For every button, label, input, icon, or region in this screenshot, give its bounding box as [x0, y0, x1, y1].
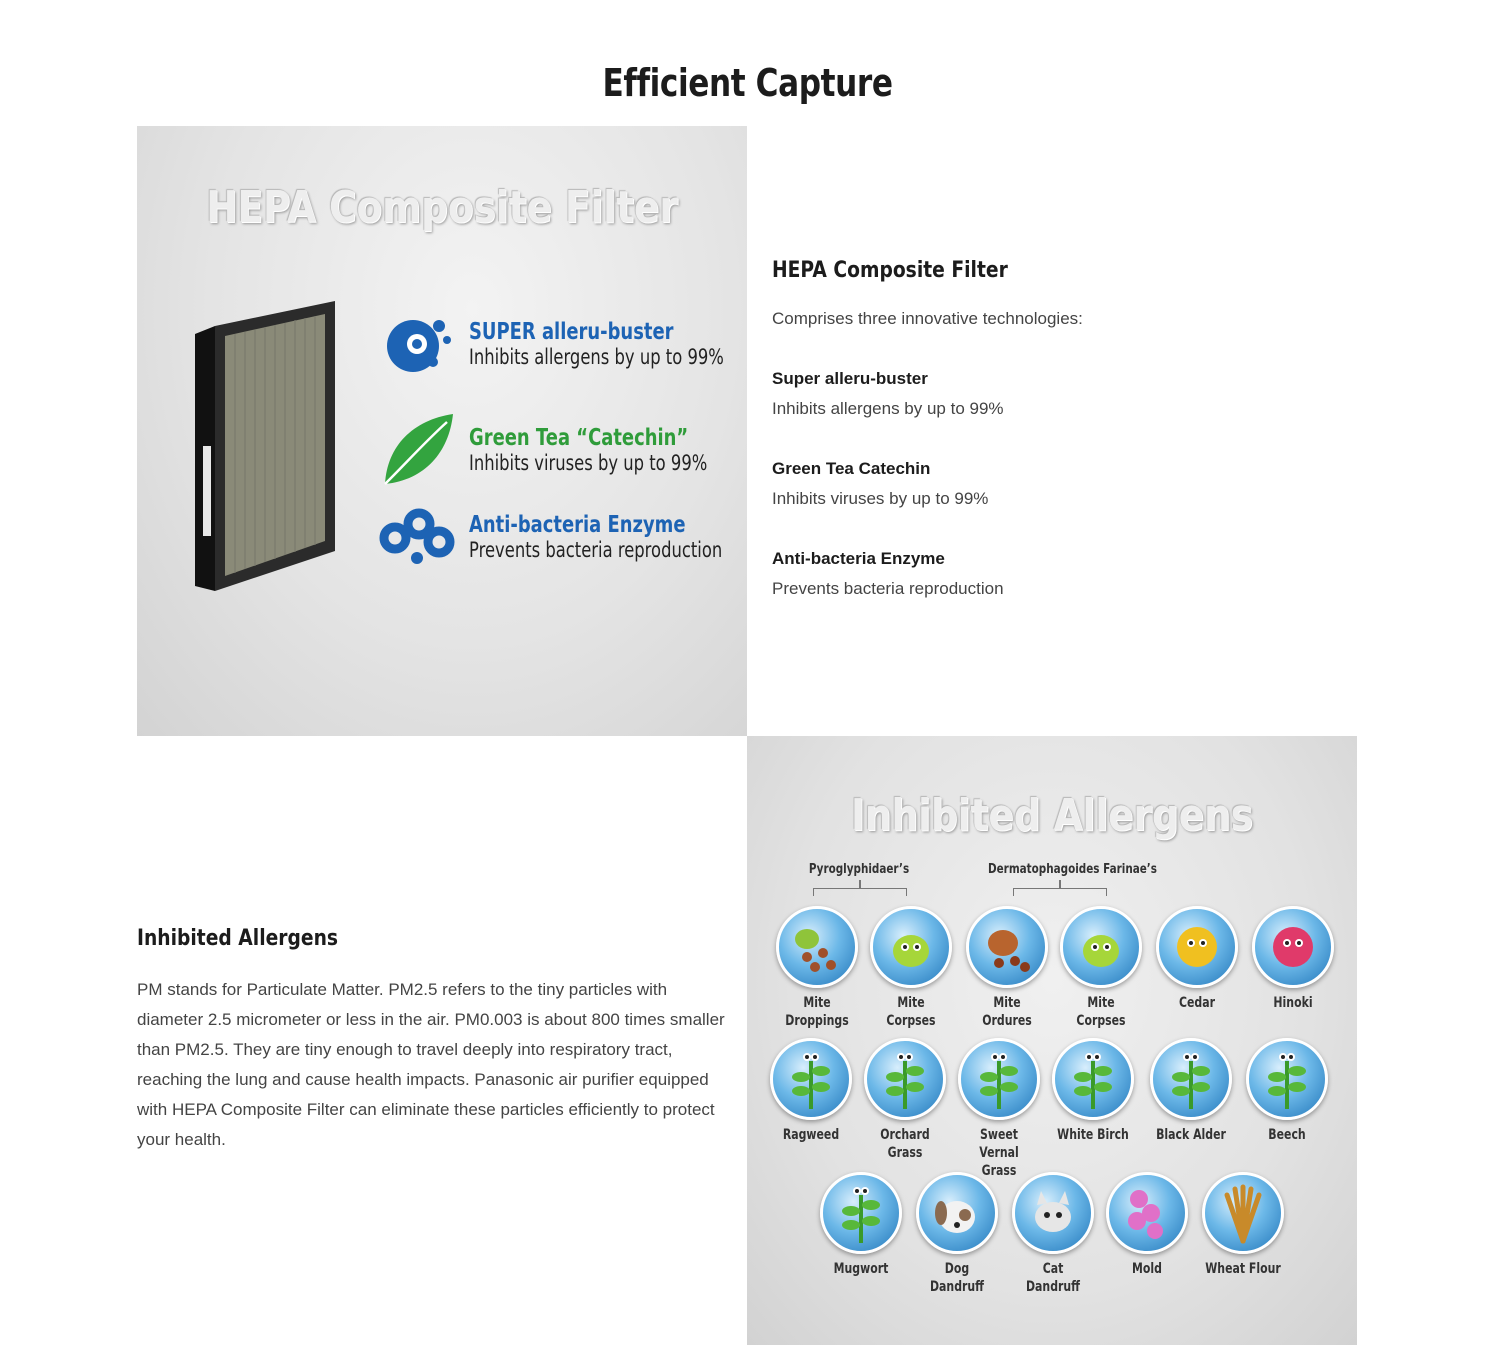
mold-icon — [1106, 1172, 1188, 1254]
feature-name: Super alleru-buster — [772, 369, 928, 388]
group-bracket — [1013, 888, 1107, 896]
allergen-item — [1043, 1038, 1143, 1144]
tech-name: Anti-bacteria Enzyme — [469, 512, 686, 538]
orchard-grass-icon — [864, 1038, 946, 1120]
page-title: Efficient Capture — [602, 61, 893, 106]
allergen-item — [1097, 1172, 1197, 1278]
allergen-item — [1237, 1038, 1337, 1144]
black-alder-icon — [1150, 1038, 1232, 1120]
cedar-pollen-icon — [1156, 906, 1238, 988]
white-birch-icon — [1052, 1038, 1134, 1120]
allergen-item — [957, 906, 1057, 1030]
allergen-label: Mite Corpses — [1076, 995, 1126, 1029]
allergen-item — [1003, 1172, 1103, 1296]
hepa-image-title: HEPA Composite Filter — [206, 182, 678, 233]
beech-icon — [1246, 1038, 1328, 1120]
allergen-item — [1051, 906, 1151, 1030]
mite-icon — [870, 906, 952, 988]
tech-desc: Inhibits allergens by up to 99% — [469, 345, 724, 369]
allergens-heading: Inhibited Allergens — [137, 926, 339, 951]
molecule-icon — [377, 304, 457, 384]
mite-ordures-icon — [966, 906, 1048, 988]
hepa-filter-image — [137, 126, 747, 736]
tech-name: Green Tea “Catechin” — [469, 425, 689, 451]
allergen-item — [861, 906, 961, 1030]
hinoki-pollen-icon — [1252, 906, 1334, 988]
feature-desc: Inhibits viruses by up to 99% — [772, 489, 989, 508]
sweet-vernal-grass-icon — [958, 1038, 1040, 1120]
allergens-image-title: Inhibited Allergens — [850, 790, 1254, 841]
tech-item-alleru-buster — [377, 304, 747, 384]
allergen-label: Mite Droppings — [785, 995, 849, 1029]
group-bracket-stem — [1059, 880, 1061, 888]
mugwort-icon — [820, 1172, 902, 1254]
allergen-label: Cat Dandruff — [1025, 1261, 1081, 1295]
tech-desc: Prevents bacteria reproduction — [469, 538, 723, 562]
allergens-image — [747, 736, 1357, 1345]
feature-desc: Inhibits allergens by up to 99% — [772, 399, 1004, 418]
allergen-item — [1141, 1038, 1241, 1144]
leaf-icon — [377, 410, 457, 490]
tech-desc: Inhibits viruses by up to 99% — [469, 451, 708, 475]
group-bracket — [813, 888, 907, 896]
allergen-label: Cedar — [1178, 995, 1216, 1011]
ragweed-icon — [770, 1038, 852, 1120]
allergen-item — [1243, 906, 1343, 1012]
allergen-label: Beech — [1268, 1127, 1306, 1143]
allergen-item — [811, 1172, 911, 1278]
allergen-item — [1147, 906, 1247, 1012]
wheat-icon — [1202, 1172, 1284, 1254]
allergen-item — [761, 1038, 861, 1144]
allergen-label: Hinoki — [1273, 995, 1313, 1011]
feature-name: Anti-bacteria Enzyme — [772, 549, 945, 568]
mite-droppings-icon — [776, 906, 858, 988]
dog-icon — [916, 1172, 998, 1254]
allergen-label: Mite Corpses — [886, 995, 936, 1029]
allergen-label: Orchard Grass — [880, 1127, 930, 1161]
feature-desc: Prevents bacteria reproduction — [772, 579, 1004, 598]
hepa-text-section — [772, 258, 1372, 599]
feature-name: Green Tea Catechin — [772, 459, 931, 478]
tech-name: SUPER alleru-buster — [469, 319, 674, 345]
allergen-item — [949, 1038, 1049, 1180]
allergen-item — [1193, 1172, 1293, 1278]
allergens-paragraph: PM stands for Particulate Matter. PM2.5 refers to the tiny particles with diameter 2.5 micrometer or less in the air. PM0.003 is about 800 times smaller than PM2.5. They are tiny enough to travel deeply into respiratory tract, reaching the lung and cause health impacts. Panasonic air purifier equipped with HEPA Composite Filter can eliminate these particles efficiently to protect your health. — [137, 980, 725, 1149]
enzyme-icon — [377, 504, 457, 570]
hepa-heading: HEPA Composite Filter — [772, 258, 1008, 283]
allergen-item — [907, 1172, 1007, 1296]
allergen-label: White Birch — [1057, 1127, 1129, 1143]
allergen-item — [855, 1038, 955, 1162]
allergen-label: Black Alder — [1156, 1127, 1226, 1143]
allergen-label: Wheat Flour — [1205, 1261, 1281, 1277]
allergens-text-section — [137, 926, 727, 1155]
allergen-label: Mold — [1132, 1261, 1162, 1277]
allergen-label: Sweet Vernal Grass — [979, 1127, 1019, 1179]
tech-item-green-tea — [377, 410, 747, 490]
group-label: Dermatophagoides Farinae’s — [988, 862, 1157, 877]
allergen-label: Mugwort — [833, 1261, 889, 1277]
allergen-item — [767, 906, 867, 1030]
group-bracket-stem — [859, 880, 861, 888]
tech-item-enzyme — [377, 504, 747, 570]
allergen-label: Mite Ordures — [982, 995, 1032, 1029]
cat-icon — [1012, 1172, 1094, 1254]
group-label: Pyroglyphidaer’s — [808, 862, 910, 877]
allergen-label: Ragweed — [782, 1127, 840, 1143]
allergen-label: Dog Dandruff — [929, 1261, 985, 1295]
hepa-intro: Comprises three innovative technologies: — [772, 309, 1083, 328]
filter-cartridge-icon — [195, 296, 345, 596]
mite-icon — [1060, 906, 1142, 988]
